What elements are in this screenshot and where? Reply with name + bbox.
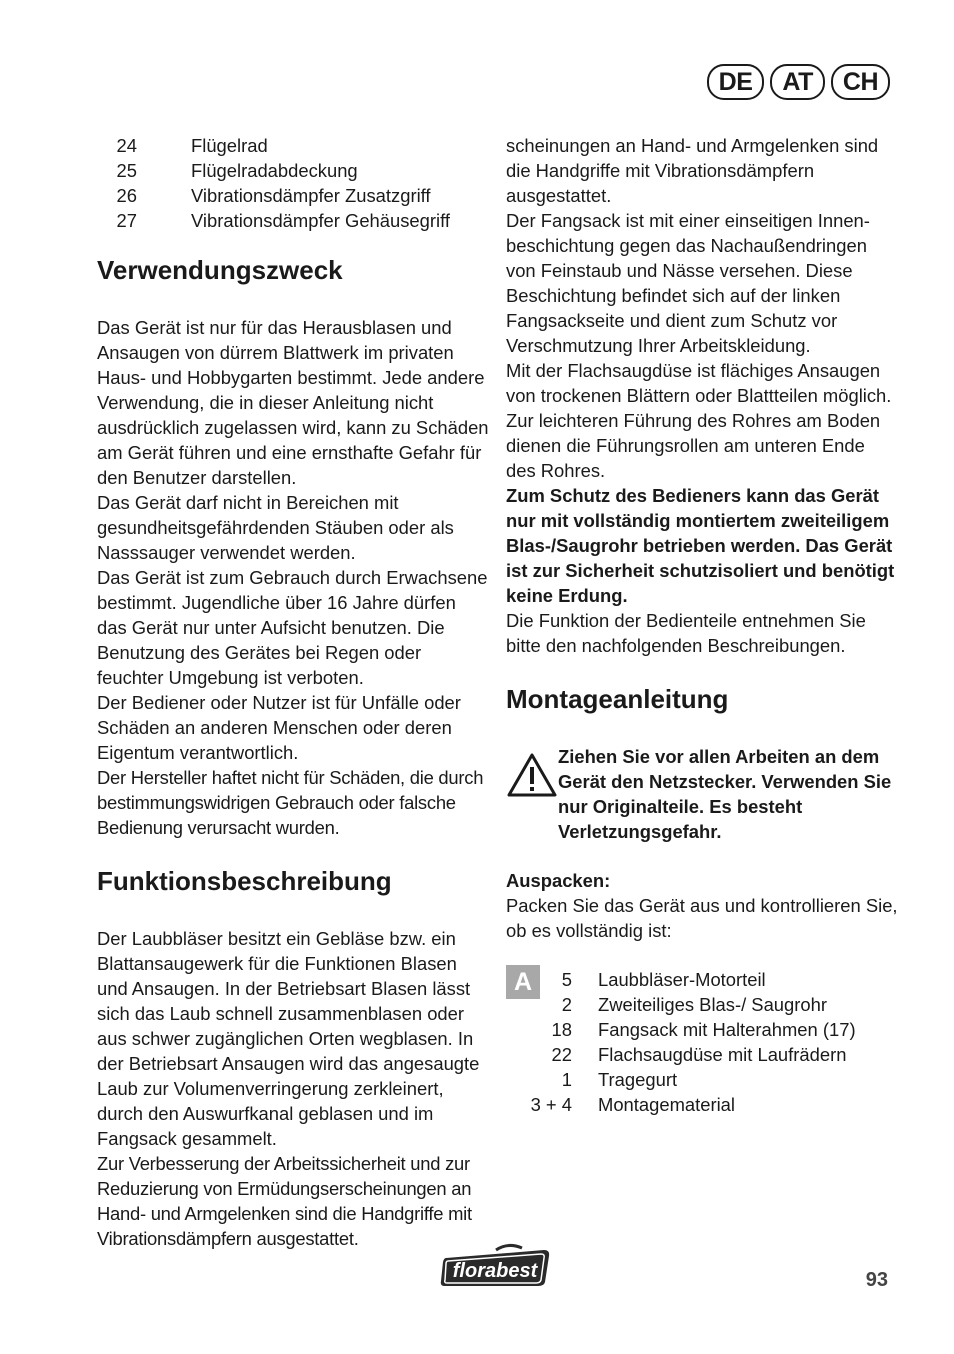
paragraph-continued: Zur Verbesserung der Arbeitssicherheit und zur Reduzierung von Ermüdungserscheinungen an Hand- und Armgelenken sind die Handgriffe mit Vibrationsdämpfern ausgestattet. bbox=[97, 1153, 472, 1249]
safety-note: Zum Schutz des Bedieners kann das Gerät nur mit vollständig montiertem zweiteiligem Blas-/Saugrohr betrieben werden. Das Gerät ist zur Sicherheit schutzisoliert und benötigt keine Erdung. bbox=[506, 485, 895, 606]
heading-verwendungszweck: Verwendungszweck bbox=[97, 255, 343, 285]
item-quantity: 2 bbox=[561, 994, 572, 1015]
list-item bbox=[97, 183, 489, 208]
page-number: 93 bbox=[865, 1269, 888, 1291]
list-item bbox=[530, 1092, 856, 1117]
warning-box bbox=[506, 744, 898, 844]
language-badges bbox=[707, 64, 890, 100]
part-name: Flügelradabdeckung bbox=[191, 160, 358, 181]
part-name: Vibrationsdämpfer Gehäusegriff bbox=[191, 210, 450, 231]
paragraph-continuation: scheinungen an Hand- und Armgelenken sind die Handgriffe mit Vibrationsdämpfern ausgestattet. bbox=[506, 135, 879, 206]
florabest-logo bbox=[438, 1244, 552, 1290]
list-item bbox=[540, 1067, 856, 1092]
list-item bbox=[97, 133, 489, 158]
item-quantity: 22 bbox=[551, 1044, 572, 1065]
item-name: Flachsaugdüse mit Laufrädern bbox=[598, 1044, 847, 1065]
item-name: Tragegurt bbox=[598, 1069, 678, 1090]
list-item bbox=[540, 967, 856, 992]
list-item bbox=[540, 1042, 856, 1067]
paragraph: Der Hersteller haftet nicht für Schäden, die durch bestimmungswidrigen Gebrauch oder falsche Bedienung verursacht wurden. bbox=[97, 767, 484, 838]
part-name: Vibrationsdämpfer Zusatzgriff bbox=[191, 185, 431, 206]
heading-funktionsbeschreibung: Funktionsbeschreibung bbox=[97, 866, 392, 896]
unpack-text: Packen Sie das Gerät aus und kontrollieren Sie, ob es vollständig ist: bbox=[506, 895, 898, 941]
contents-list bbox=[530, 967, 856, 1117]
right-column bbox=[506, 133, 898, 1117]
item-name: Montagematerial bbox=[598, 1094, 735, 1115]
paragraph: Mit der Flachsaugdüse ist flächiges Ansaugen von trockenen Blättern oder Blattteilen möglich. Zur leichteren Führung des Rohres am Boden dienen die Führungsrollen am unteren Ende des Rohres. bbox=[506, 360, 892, 481]
part-number: 27 bbox=[116, 210, 137, 231]
lang-badge-de: DE bbox=[707, 64, 765, 100]
paragraph: Das Gerät ist nur für das Herausblasen und Ansaugen von dürrem Blattwerk im privaten Haus- und Hobbygarten bestimmt. Jede andere Verwendung, die in dieser Anleitung nicht ausdrücklich zugelassen wird, kann zu Schäden am Gerät führen und eine ernsthafte Gefahr für den Benutzer darstellen. bbox=[97, 317, 489, 488]
part-number: 25 bbox=[116, 160, 137, 181]
paragraph: Das Gerät ist zum Gebrauch durch Erwachsene bestimmt. Jugendliche über 16 Jahre dürfen das Gerät nur unter Aufsicht benutzen. Die Benutzung des Gerätes bei Regen oder feuchter Umgebung ist verboten. bbox=[97, 567, 488, 688]
paragraph: Der Fangsack ist mit einer einseitigen Innenbeschichtung gegen das Nachaußendringen von Feinstaub und Nässe versehen. Diese Beschichtung befindet sich auf der linken Fangsackseite und dient zum Schutz vor Verschmutzung Ihrer Arbeitskleidung. bbox=[506, 210, 870, 356]
item-quantity: 5 bbox=[561, 969, 572, 990]
list-item bbox=[540, 1017, 856, 1042]
parts-list bbox=[97, 133, 489, 233]
heading-montageanleitung: Montageanleitung bbox=[506, 684, 729, 714]
item-quantity: 3 + 4 bbox=[530, 1094, 572, 1115]
lang-badge-at: AT bbox=[770, 64, 824, 100]
list-item bbox=[97, 158, 489, 183]
item-quantity: 1 bbox=[561, 1069, 572, 1090]
package-contents bbox=[506, 967, 898, 1117]
warning-text: Ziehen Sie vor allen Arbeiten an dem Gerät den Netzstecker. Verwenden Sie nur Originalteile. Es besteht Verletzungsgefahr. bbox=[558, 746, 892, 842]
figure-label-a: A bbox=[506, 965, 540, 999]
item-quantity: 18 bbox=[551, 1019, 572, 1040]
list-item bbox=[540, 992, 856, 1017]
paragraph: Das Gerät darf nicht in Bereichen mit gesundheitsgefährdenden Stäuben oder als Nasssauger verwendet werden. bbox=[97, 492, 454, 563]
left-column bbox=[97, 133, 489, 1249]
item-name: Zweiteiliges Blas-/ Saugrohr bbox=[598, 994, 827, 1015]
part-number: 24 bbox=[116, 135, 137, 156]
item-name: Laubbläser-Motorteil bbox=[598, 969, 766, 990]
item-name: Fangsack mit Halterahmen (17) bbox=[598, 1019, 856, 1040]
lang-badge-ch: CH bbox=[831, 64, 890, 100]
warning-triangle-icon bbox=[506, 752, 558, 798]
logo-wordmark: florabest bbox=[452, 1260, 538, 1282]
paragraph: Der Bediener oder Nutzer ist für Unfälle oder Schäden an anderen Menschen oder deren Eigentum verantwortlich. bbox=[97, 692, 461, 763]
paragraph: Die Funktion der Bedienteile entnehmen Sie bitte den nachfolgenden Beschreibungen. bbox=[506, 610, 866, 656]
part-name: Flügelrad bbox=[191, 135, 268, 156]
part-number: 26 bbox=[116, 185, 137, 206]
unpack-heading: Auspacken: bbox=[506, 870, 611, 891]
paragraph: Der Laubbläser besitzt ein Gebläse bzw. ein Blattansaugewerk für die Funktionen Blasen und Ansaugen. In der Betriebsart Blasen lässt sich das Laub schnell zusammenblasen oder aus schwer zugänglichen Orten wegblasen. In der Betriebsart Ansaugen wird das angesaugte Laub zur Volumenverringerung zerkleinert, durch den Auswurfkanal geblasen und im Fangsack gesammelt. bbox=[97, 928, 480, 1149]
list-item bbox=[97, 208, 489, 233]
